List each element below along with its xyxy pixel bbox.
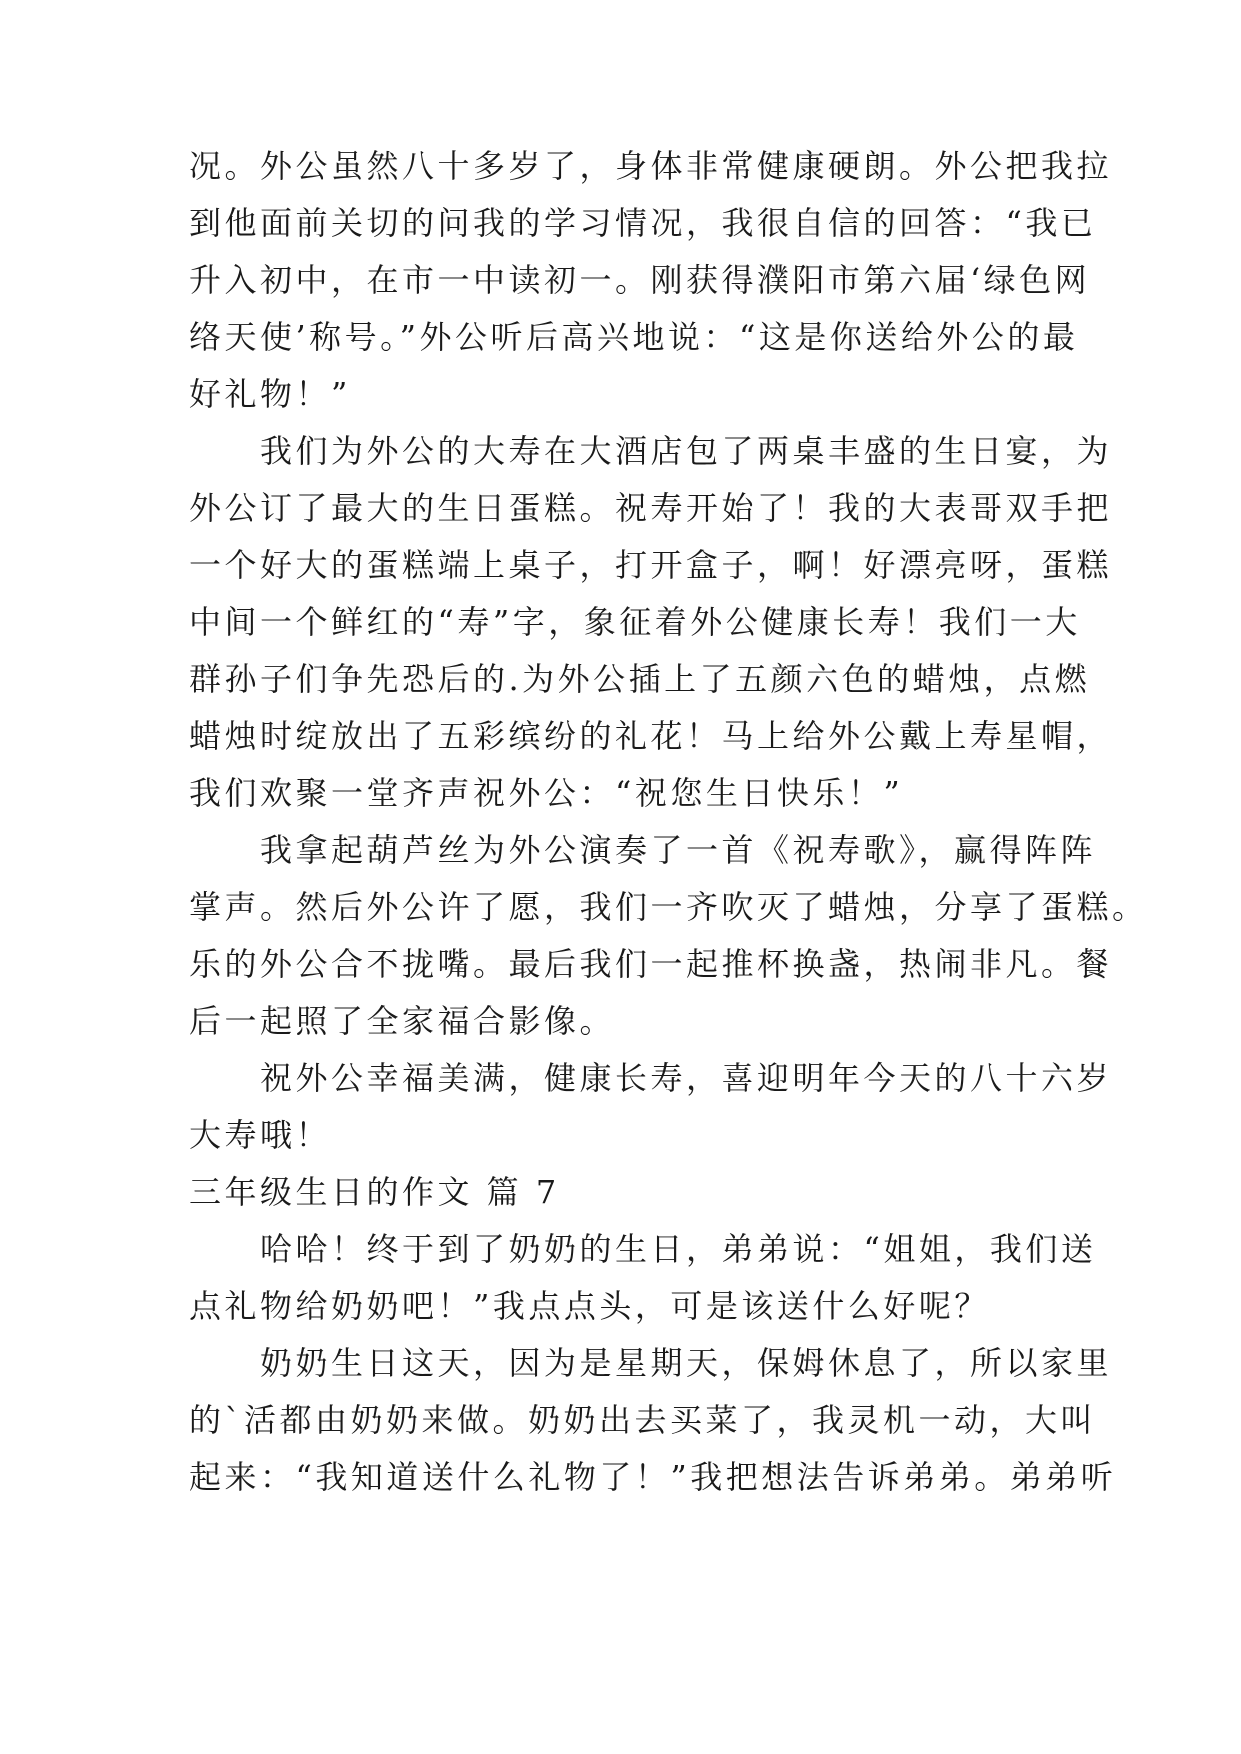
- text-line: 升入初中，在市一中读初一。刚获得濮阳市第六届‘绿色网: [189, 261, 1091, 299]
- text-line: 一个好大的蛋糕端上桌子，打开盒子，啊！好漂亮呀，蛋糕: [189, 546, 1113, 584]
- text-line: 外公订了最大的生日蛋糕。祝寿开始了！我的大表哥双手把: [189, 489, 1113, 527]
- text-line: 到他面前关切的问我的学习情况，我很自信的回答：“我已: [189, 204, 1097, 242]
- paragraph-first-line: 我们为外公的大寿在大酒店包了两桌丰盛的生日宴，为: [189, 432, 1113, 470]
- text-line: 大寿哦！: [189, 1116, 332, 1154]
- section-heading: 三年级生日的作文 篇 7: [189, 1173, 560, 1211]
- paragraph-first-line: 奶奶生日这天，因为是星期天，保姆休息了，所以家里: [189, 1344, 1113, 1382]
- text-line: 乐的外公合不拢嘴。最后我们一起推杯换盏，热闹非凡。餐: [189, 945, 1113, 983]
- text-line: 蜡烛时绽放出了五彩缤纷的礼花！马上给外公戴上寿星帽，: [189, 717, 1113, 755]
- text-line: 况。外公虽然八十多岁了，身体非常健康硬朗。外公把我拉: [189, 147, 1113, 185]
- text-line: 掌声。然后外公许了愿，我们一齐吹灭了蜡烛，分享了蛋糕。: [189, 888, 1148, 926]
- text-line: 的`活都由奶奶来做。奶奶出去买菜了，我灵机一动，大叫: [189, 1401, 1097, 1439]
- text-line: 我们欢聚一堂齐声祝外公：“祝您生日快乐！”: [189, 774, 904, 812]
- text-line: 点礼物给奶奶吧！”我点点头，可是该送什么好呢？: [189, 1287, 990, 1325]
- paragraph-first-line: 祝外公幸福美满，健康长寿，喜迎明年今天的八十六岁: [189, 1059, 1113, 1097]
- text-line: 络天使’称号。”外公听后高兴地说：“这是你送给外公的最: [189, 318, 1079, 356]
- text-line: 起来：“我知道送什么礼物了！”我把想法告诉弟弟。弟弟听: [189, 1458, 1117, 1496]
- text-line: 中间一个鲜红的“寿”字，象征着外公健康长寿！我们一大: [189, 603, 1081, 641]
- text-line: 后一起照了全家福合影像。: [189, 1002, 616, 1040]
- paragraph-first-line: 哈哈！终于到了奶奶的生日，弟弟说：“姐姐，我们送: [189, 1230, 1097, 1268]
- text-line: 好礼物！”: [189, 375, 351, 413]
- text-line: 群孙子们争先恐后的.为外公插上了五颜六色的蜡烛，点燃: [189, 660, 1091, 698]
- paragraph-first-line: 我拿起葫芦丝为外公演奏了一首《祝寿歌》，赢得阵阵: [189, 831, 1097, 869]
